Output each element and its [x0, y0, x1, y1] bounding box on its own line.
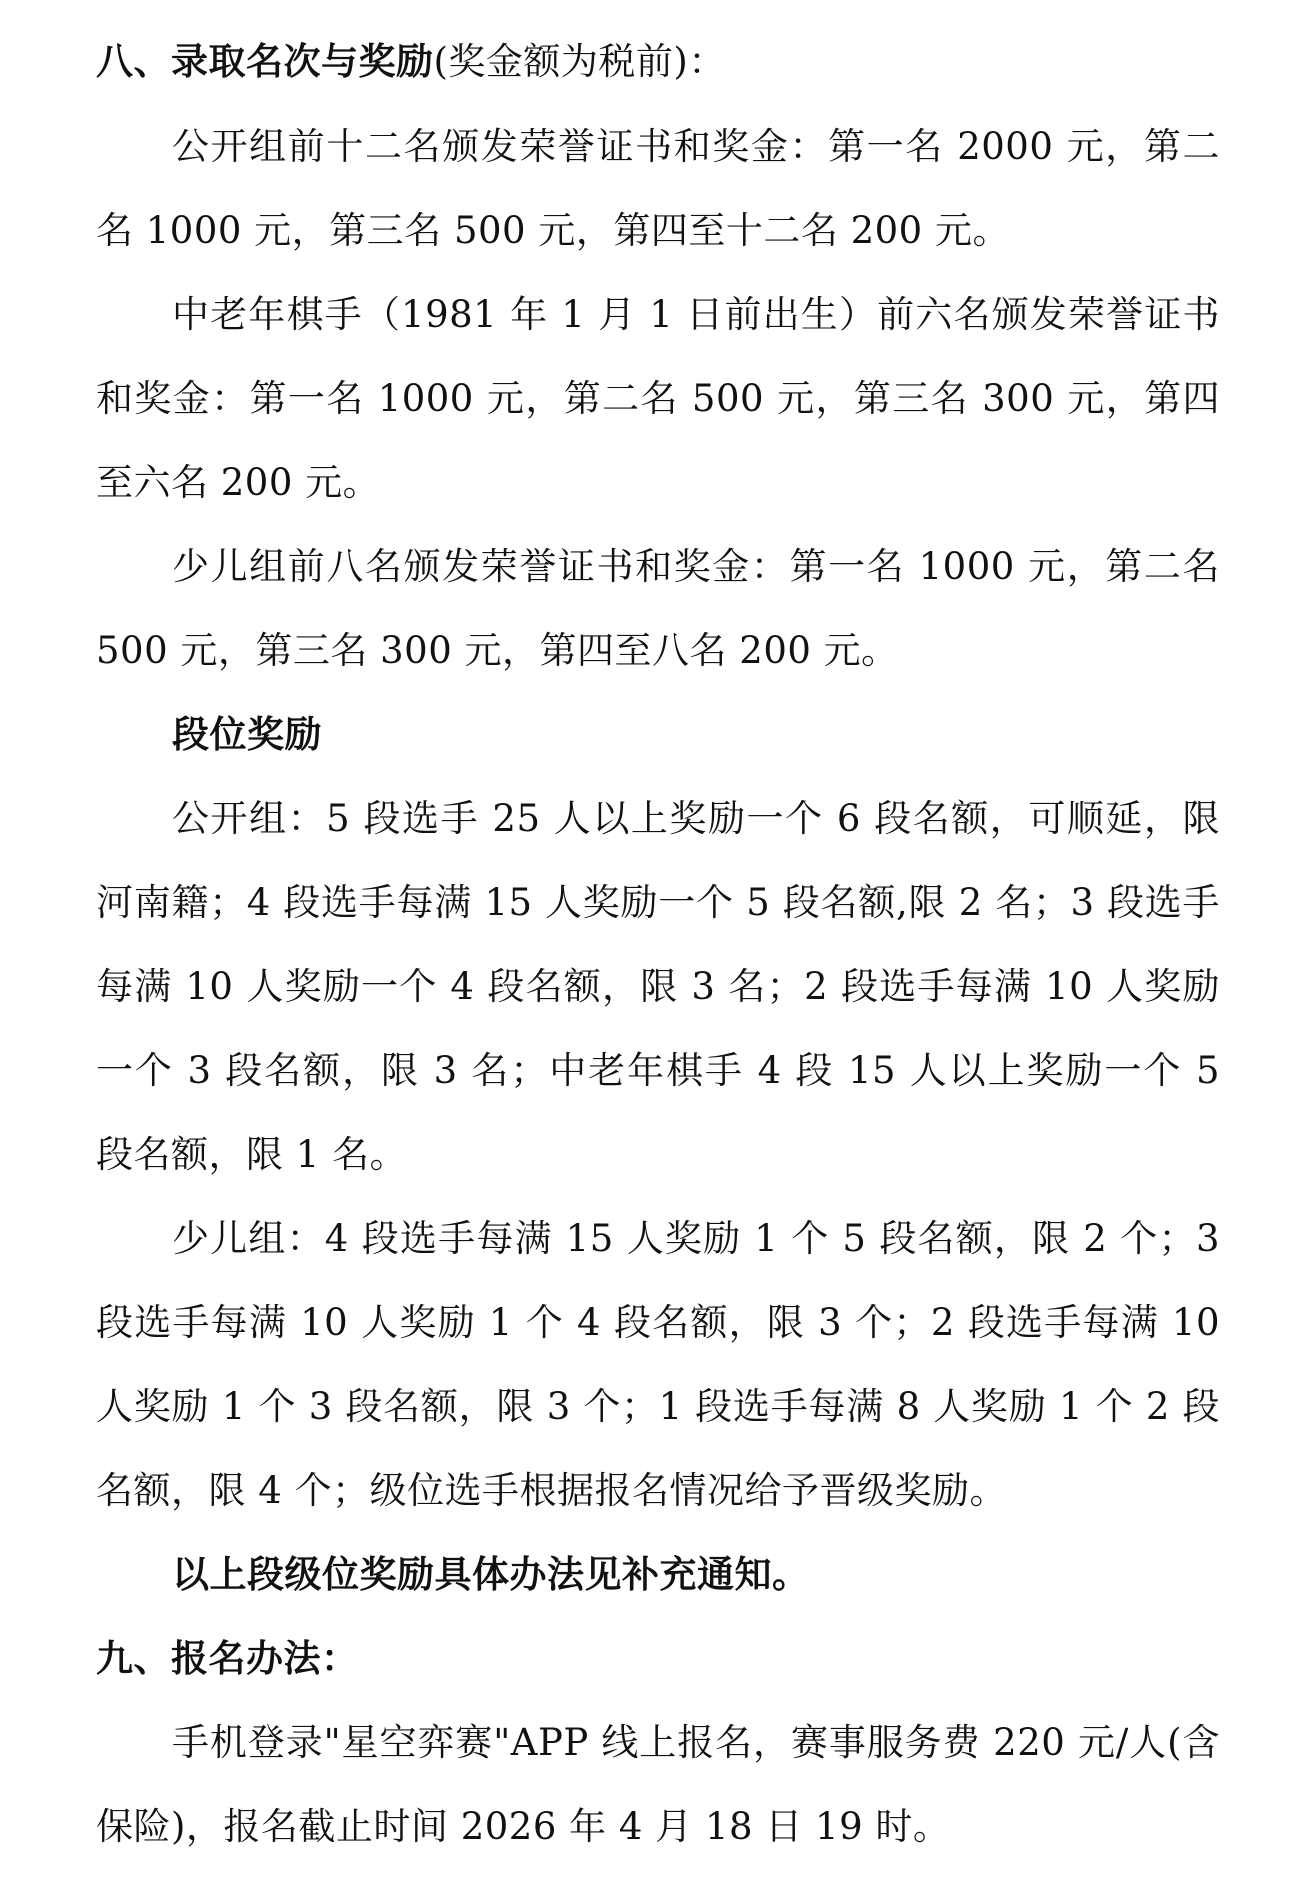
dan-youth-group: 少儿组：4 段选手每满 15 人奖励 1 个 5 段名额，限 2 个；3 段选手每满 10 人奖励 1 个 4 段名额，限 3 个；2 段选手每满 10 人奖励 1 个 3 段名额，限 3 个；1 段选手每满 8 人奖励 1 个 2 段名额，限 4 个；级位选手根据报名情况给予晋级奖励。: [96, 1217, 1220, 1512]
section-8-heading: [96, 20, 1220, 104]
dan-open-group: 公开组：5 段选手 25 人以上奖励一个 6 段名额，可顺延，限河南籍；4 段选手每满 15 人奖励一个 5 段名额,限 2 名；3 段选手每满 10 人奖励一个 4 段名额，限 3 名；2 段选手每满 10 人奖励一个 3 段名额，限 3 名；中老年棋手 4 段 15 人以上奖励一个 5 段名额，限 1 名。: [96, 797, 1220, 1176]
section-9-heading: 九、报名办法：: [96, 1637, 359, 1680]
senior-prizes: 中老年棋手（1981 年 1 月 1 日前出生）前六名颁发荣誉证书和奖金：第一名 1000 元，第二名 500 元，第三名 300 元，第四至六名 200 元。: [96, 293, 1220, 504]
dan-rewards-title: 段位奖励: [172, 713, 322, 756]
supplement-note: 以上段级位奖励具体办法见补充通知。: [172, 1553, 810, 1596]
youth-prizes: 少儿组前八名颁发荣誉证书和奖金：第一名 1000 元，第二名 500 元，第三名 300 元，第四至八名 200 元。: [96, 545, 1220, 672]
section-8-note: (奖金额为税前)：: [433, 40, 726, 83]
section-8-title: 八、录取名次与奖励: [96, 40, 434, 83]
open-group-prizes: 公开组前十二名颁发荣誉证书和奖金：第一名 2000 元，第二名 1000 元，第三名 500 元，第四至十二名 200 元。: [96, 125, 1220, 252]
registration-method: 手机登录"星空弈赛"APP 线上报名，赛事服务费 220 元/人(含保险)，报名截止时间 2026 年 4 月 18 日 19 时。: [96, 1721, 1220, 1848]
